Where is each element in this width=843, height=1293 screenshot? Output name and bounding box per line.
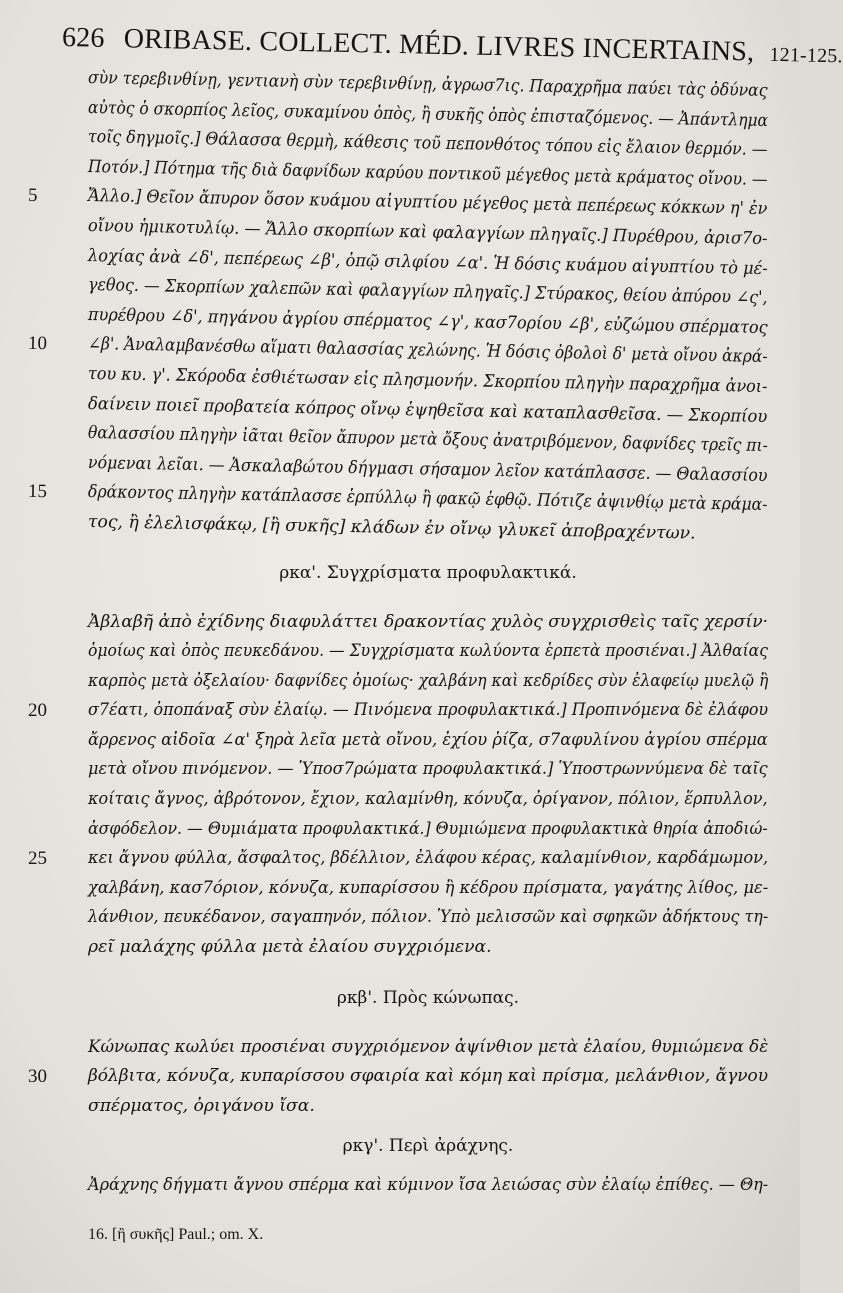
text-line: κοίταις ἄγνος, ἀβρότονον, ἔχιον, καλαμίνθη, κόνυζα, ὀρίγανον, πόλιον, ἕρπυλλον, [88,789,768,810]
text-line: λάνθιον, πευκέδανον, σαγαπηνόν, πόλιον. Ὑπὸ μελισσῶν καὶ σφηκῶν ἀδήκτους τη- [88,907,769,928]
line-number: 20 [28,700,47,722]
line-number [28,63,68,64]
text-line: δαίνειν ποιεῖ προβατεία κόπρος οἴνῳ ἑψηθεῖσα καὶ καταπλασθεῖσα. — Σκορπίου [87,393,768,427]
text-line: καρπὸς μετὰ ὀξελαίου· δαφνίδες ὁμοίως· χαλβάνη καὶ κεδρίδες σὺν ἐλαφείῳ μυελῷ ἢ [88,670,769,691]
text-line: χαλβάνη, κασ7όριον, κόνυζα, κυπαρίσσου ἢ κέδρου πρίσματα, γαγάτης λίθος, με- [88,877,769,898]
text-line: αὐτὸς ὁ σκορπίος λεῖος, συκαμίνου ὀπὸς, ἢ συκῆς ὀπὸς ἐπισταζόμενος. — Ἀπάντλημα [87,97,769,131]
text-line: σπέρματος, ὀριγάνου ἴσα. [88,1095,315,1116]
line-number [28,270,68,271]
block-a [27,64,769,544]
line-number [28,418,68,419]
text-line: νόμεναι λεῖαι. — Ἀσκαλαβώτου δήγμασι σήσαμον λεῖον κατάπλασσε. — Θαλασσίου [87,452,768,486]
text-line: του κυ. γ'. Σκόροδα ἐσθιέτωσαν εἰς πλησμονήν. Σκορπίου πληγὴν παραχρῆμα ἀνοι- [87,363,768,397]
line-number: 10 [27,333,48,355]
body-text [27,64,769,1201]
line-number [28,448,68,449]
text-line: Ποτόν.] Πότημα τῆς διὰ δαφνίδων καρύου ποντικοῦ μέγεθος μετὰ κράματος οἴνου. — [87,156,768,190]
line-number: 5 [27,185,38,207]
section-heading: ρκγ'. Περὶ ἀράχνης. [342,1136,514,1157]
text-line: ἄρρενος αἰδοῖα ∠α' ξηρὰ λεῖα μετὰ οἴνου, ἐχίου ῥίζα, σ7αφυλίνου ἀγρίου σπέρμα [88,729,768,750]
line-number: 25 [28,848,47,870]
section-heading: ρκβ'. Πρὸς κώνωπας. [336,987,520,1008]
text-line: Κώνωπας κωλύει προσιέναι συγχριόμενον ἀψίνθιον μετὰ ἐλαίου, θυμιώμενα δὲ [88,1036,769,1057]
line-number [28,92,68,93]
text-line: 25 κει ἄγνου φύλλα, ἄσφαλτος, βδέλλιον, ἐλάφου κέρας, καλαμίνθιον, καρδάμωμον, [88,844,768,874]
running-header [61,22,843,69]
text-line: 20 σ7έατι, ὀποπάναξ σὺν ἐλαίῳ. — Πινόμενα προφυλακτικά.] Προπινόμενα δὲ ἐλάφου [88,696,768,726]
section-heading: ρκα'. Συγχρίσματα προφυλακτικά. [279,562,577,583]
page-number: 626 [61,22,105,54]
text-line: τοῖς δηγμοῖς.] Θάλασσα θερμὴ, κάθεσις τοῦ πεπονθότος τόπου εἰς ἔλαιον θερμόν. — [87,127,768,161]
text-line: γεθος. — Σκορπίων χαλεπῶν καὶ φαλαγγίων πληγαῖς.] Στύρακος, θείου ἀπύρου ∠ς', [87,275,768,309]
text-line: λοχίας ἀνὰ ∠δ', πεπέρεως ∠β', ὀπῷ σιλφίου ∠α'. Ἡ δόσις κυάμου αἰγυπτίου τὸ μέ- [87,245,768,279]
text-line: οἴνου ἡμικοτυλίῳ. — Ἄλλο σκορπίων καὶ φαλαγγίων πληγαῖς.] Πυρέθρου, ἀρισ7ο- [87,215,768,250]
text-line: πυρέθρου ∠δ', πηγάνου ἀγρίου σπέρματος ∠γ', κασ7ορίου ∠β', εὐζώμου σπέρματος [87,304,768,338]
text-line: ἀσφόδελον. — Θυμιάματα προφυλακτικά.] Θυμιώμενα προφυλακτικὰ θηρία ἀποδιώ- [88,818,768,839]
line-number: 15 [27,481,48,503]
text-line: Ἀβλαβῆ ἀπὸ ἐχίδνης διαφυλάττει δρακοντίας χυλὸς συγχρισθεὶς ταῖς χερσίν· [88,611,769,632]
line-number [28,388,68,389]
line-number [28,152,68,153]
text-line: Ἀράχνης δήγματι ἄγνου σπέρμα καὶ κύμινον ἴσα λειώσας σὺν ἐλαίῳ ἐπίθες. — Θη- [88,1175,769,1196]
text-line: ρεῖ μαλάχης φύλλα μετὰ ἐλαίου συγχριόμενα. [88,937,492,958]
text-line: 30 βόλβιτα, κόνυζα, κυπαρίσσου σφαιρία καὶ κόμη καὶ πρίσμα, μελάνθιον, ἄγνου [88,1062,768,1092]
chapter-range: 121-125. [769,43,843,68]
block-d [88,1171,768,1201]
running-title: ORIBASE. COLLECT. MÉD. LIVRES INCERTAINS, [123,23,755,68]
text-line: ὁμοίως καὶ ὀπὸς πευκεδάνου. — Συγχρίσματα κωλύοντα ἑρπετὰ προσιέναι.] Ἀλθαίας [88,641,768,662]
text-line: μετὰ οἴνου πινόμενον. — Ὑποσ7ρώματα προφυλακτικά.] Ὑποστρωννύμενα δὲ ταῖς [88,759,768,780]
text-line: θαλασσίου πληγὴν ἰᾶται θεῖον ἄπυρον μετὰ ὄξους ἀνατριβόμενον, δαφνίδες τρεῖς πι- [87,423,769,457]
text-line: 15 δράκοντος πληγὴν κατάπλασσε ἑρπύλλῳ ἢ φακῷ ἑφθῷ. Πότιζε ἀψινθίῳ μετὰ κράμα- [88,478,768,521]
block-b [28,608,769,963]
line-number [28,300,68,301]
line-number [28,122,68,123]
text-line: 5 Ἄλλο.] Θεῖον ἄπυρον ὅσον κυάμου αἰγυπτίου μέγεθος μετὰ πεπέρεως κόκκων η' ἐν [88,182,768,225]
block-c [28,1033,769,1122]
footnote: 16. [ἢ συκῆς] Paul.; om. X. [88,1226,264,1243]
line-number: 30 [28,1066,47,1088]
text-line: σὺν τερεβινθίνῃ, γεντιανὴ σὺν τερεβινθίνῃ, ἀγρωσ7ις. Παραχρῆμα παύει τὰς ὀδύνας [87,68,768,102]
text-line: 10 ∠β'. Ἀναλαμβανέσθω αἵματι θαλασσίας χελώνης. Ἡ δόσις ὀβολοὶ δ' μετὰ οἴνου ἀκρά- [88,330,768,373]
text-line: τος, ἢ ἐλελισφάκῳ, [ἢ συκῆς] κλάδων ἐν οἴνῳ γλυκεῖ ἀποβραχέντων. [87,511,696,544]
line-number [28,240,68,241]
